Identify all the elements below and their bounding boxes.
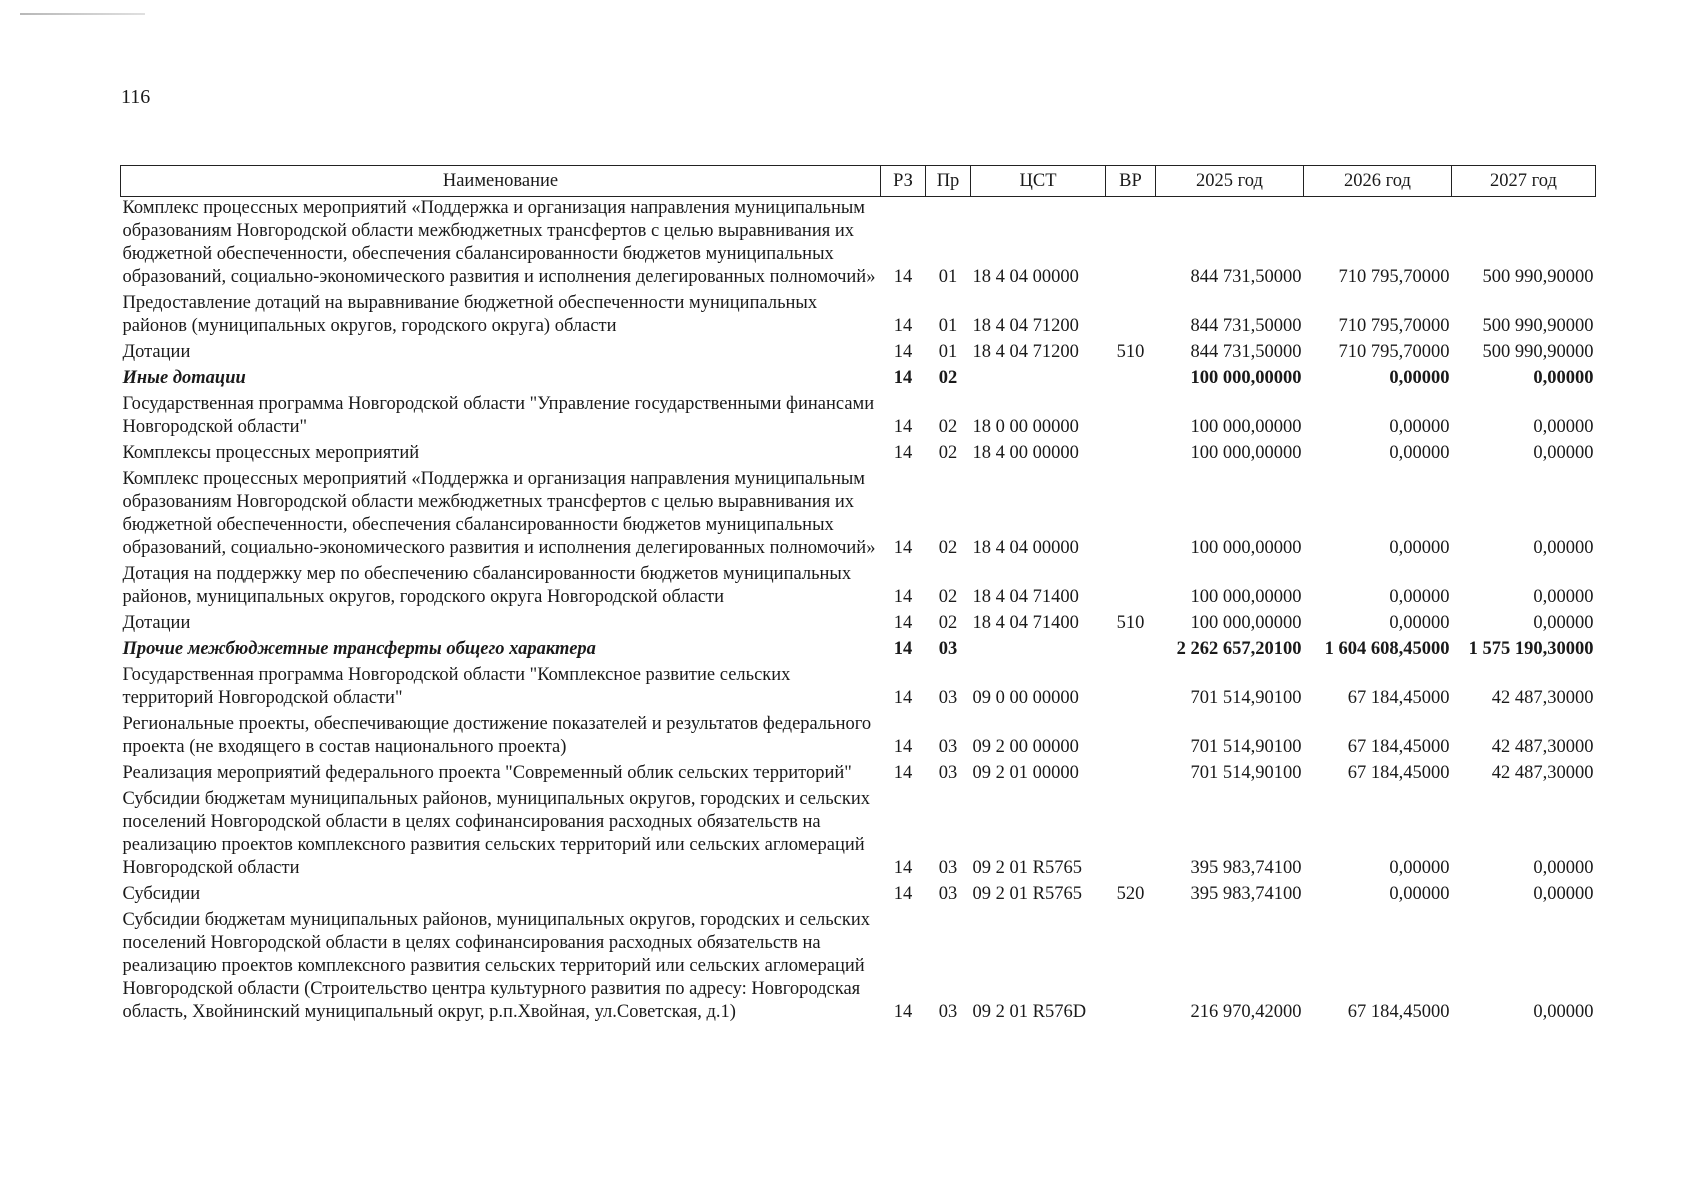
row-vr — [1106, 909, 1156, 1027]
row-value-2025: 701 514,90100 — [1190, 737, 1302, 757]
row-cst: 18 4 04 00000 — [972, 538, 1079, 558]
table-row — [121, 909, 1596, 1027]
row-pr: 02 — [938, 368, 958, 388]
row-cst: 09 2 01 R576D — [972, 1002, 1087, 1022]
row-value-2025: 701 514,90100 — [1190, 763, 1302, 783]
row-vr — [1106, 367, 1156, 393]
row-name: Комплекс процессных мероприятий «Поддержка и организация направления муниципальным образованиям Новгородской области межбюджетных трансфертов с целью выравнивания их бюджетной обеспеченности, обеспечения сбалансированности бюджетов муниципальных образований, социально-экономического развития и исполнения делегированных полномочий» — [122, 198, 876, 287]
row-value-2025: 701 514,90100 — [1190, 688, 1302, 708]
row-value-2027: 42 487,30000 — [1491, 737, 1594, 757]
row-rz: 14 — [893, 639, 913, 659]
row-value-2025: 395 983,74100 — [1190, 884, 1302, 904]
row-value-2027: 0,00000 — [1533, 368, 1594, 388]
row-value-2027: 1 575 190,30000 — [1468, 639, 1594, 659]
row-value-2025: 100 000,00000 — [1190, 613, 1302, 633]
row-value-2027: 0,00000 — [1533, 538, 1594, 558]
row-cst — [971, 638, 1106, 664]
table-row — [121, 638, 1596, 664]
row-rz: 14 — [893, 417, 913, 437]
row-pr: 02 — [938, 443, 958, 463]
row-value-2027: 42 487,30000 — [1491, 688, 1594, 708]
row-vr — [1106, 713, 1156, 762]
row-value-2025: 100 000,00000 — [1190, 587, 1302, 607]
row-rz: 14 — [893, 443, 913, 463]
row-value-2026: 710 795,70000 — [1338, 342, 1450, 362]
table-row — [121, 883, 1596, 909]
row-value-2027: 0,00000 — [1533, 417, 1594, 437]
row-value-2025: 844 731,50000 — [1190, 342, 1302, 362]
row-name: Комплексы процессных мероприятий — [122, 443, 420, 463]
row-name: Субсидии — [122, 884, 201, 904]
header-vr: ВР — [1106, 166, 1156, 197]
table-row — [121, 563, 1596, 612]
row-cst: 09 2 01 R5765 — [972, 884, 1082, 904]
row-rz: 14 — [893, 613, 913, 633]
row-value-2026: 67 184,45000 — [1347, 1002, 1450, 1022]
row-value-2026: 0,00000 — [1389, 613, 1450, 633]
row-vr — [1106, 393, 1156, 442]
row-name: Дотации — [122, 613, 191, 633]
row-rz: 14 — [893, 587, 913, 607]
row-name: Реализация мероприятий федерального проекта "Современный облик сельских территорий" — [122, 763, 852, 783]
row-rz: 14 — [893, 763, 913, 783]
table-row — [121, 788, 1596, 883]
row-name: Государственная программа Новгородской области "Комплексное развитие сельских территорий Новгородской области" — [122, 665, 791, 708]
row-value-2026: 710 795,70000 — [1338, 267, 1450, 287]
row-pr: 03 — [938, 858, 958, 878]
row-rz: 14 — [893, 737, 913, 757]
row-cst: 18 4 04 71400 — [972, 587, 1079, 607]
header-cst: ЦСТ — [971, 166, 1106, 197]
row-value-2025: 100 000,00000 — [1190, 538, 1302, 558]
row-value-2025: 844 731,50000 — [1190, 267, 1302, 287]
row-value-2026: 0,00000 — [1389, 443, 1450, 463]
row-value-2026: 67 184,45000 — [1347, 737, 1450, 757]
table-header — [121, 166, 1596, 197]
row-value-2027: 0,00000 — [1533, 443, 1594, 463]
row-pr: 01 — [938, 316, 958, 336]
header-2025: 2025 год — [1156, 166, 1304, 197]
row-value-2027: 0,00000 — [1533, 858, 1594, 878]
row-cst: 09 2 01 R5765 — [972, 858, 1082, 878]
row-value-2026: 710 795,70000 — [1338, 316, 1450, 336]
row-name: Государственная программа Новгородской области "Управление государственными финансами Новгородской области" — [122, 394, 875, 437]
row-pr: 02 — [938, 613, 958, 633]
row-name: Региональные проекты, обеспечивающие достижение показателей и результатов федерального проекта (не входящего в состав национального проекта) — [122, 714, 872, 757]
row-value-2027: 42 487,30000 — [1491, 763, 1594, 783]
row-cst: 09 2 01 00000 — [972, 763, 1079, 783]
row-pr: 02 — [938, 538, 958, 558]
row-rz: 14 — [893, 316, 913, 336]
row-name: Дотации — [122, 342, 191, 362]
row-value-2025: 216 970,42000 — [1190, 1002, 1302, 1022]
row-rz: 14 — [893, 267, 913, 287]
row-value-2025: 100 000,00000 — [1190, 417, 1302, 437]
row-cst: 18 4 04 00000 — [972, 267, 1079, 287]
row-vr — [1106, 292, 1156, 341]
row-value-2026: 0,00000 — [1389, 368, 1450, 388]
row-rz: 14 — [893, 884, 913, 904]
table-row — [121, 367, 1596, 393]
row-value-2026: 0,00000 — [1389, 587, 1450, 607]
row-value-2025: 395 983,74100 — [1190, 858, 1302, 878]
row-name: Предоставление дотаций на выравнивание бюджетной обеспеченности муниципальных районов (муниципальных округов, городского округа) области — [122, 293, 818, 336]
row-cst: 18 4 04 71400 — [972, 613, 1079, 633]
row-value-2027: 500 990,90000 — [1482, 342, 1594, 362]
row-cst: 09 0 00 00000 — [972, 688, 1079, 708]
header-rz: РЗ — [881, 166, 926, 197]
row-pr: 01 — [938, 342, 958, 362]
row-value-2025: 844 731,50000 — [1190, 316, 1302, 336]
row-pr: 03 — [938, 688, 958, 708]
row-pr: 03 — [938, 1002, 958, 1022]
table-row — [121, 468, 1596, 563]
row-vr — [1106, 762, 1156, 788]
row-value-2026: 0,00000 — [1389, 538, 1450, 558]
row-value-2026: 0,00000 — [1389, 858, 1450, 878]
table-row — [121, 612, 1596, 638]
row-name: Иные дотации — [122, 368, 246, 388]
row-vr: 520 — [1116, 884, 1145, 904]
row-pr: 03 — [938, 639, 958, 659]
row-name: Дотация на поддержку мер по обеспечению сбалансированности бюджетов муниципальных районов, муниципальных округов, городского округа Новгородской области — [122, 564, 852, 607]
table-body — [121, 197, 1596, 1028]
table-row — [121, 393, 1596, 442]
row-pr: 02 — [938, 587, 958, 607]
table-row — [121, 442, 1596, 468]
row-value-2026: 0,00000 — [1389, 884, 1450, 904]
row-vr — [1106, 563, 1156, 612]
row-vr: 510 — [1116, 613, 1145, 633]
row-value-2026: 67 184,45000 — [1347, 688, 1450, 708]
row-value-2027: 0,00000 — [1533, 1002, 1594, 1022]
row-value-2025: 100 000,00000 — [1190, 368, 1302, 388]
row-pr: 02 — [938, 417, 958, 437]
table-row — [121, 762, 1596, 788]
row-value-2027: 0,00000 — [1533, 587, 1594, 607]
row-value-2026: 67 184,45000 — [1347, 763, 1450, 783]
row-vr — [1106, 468, 1156, 563]
page-number: 116 — [121, 86, 151, 108]
row-value-2027: 500 990,90000 — [1482, 316, 1594, 336]
row-pr: 03 — [938, 763, 958, 783]
row-vr — [1106, 638, 1156, 664]
row-vr — [1106, 197, 1156, 293]
row-rz: 14 — [893, 342, 913, 362]
row-cst: 09 2 00 00000 — [972, 737, 1079, 757]
row-value-2026: 0,00000 — [1389, 417, 1450, 437]
row-rz: 14 — [893, 1002, 913, 1022]
row-value-2027: 500 990,90000 — [1482, 267, 1594, 287]
row-name: Прочие межбюджетные трансферты общего характера — [122, 639, 596, 659]
row-name: Комплекс процессных мероприятий «Поддержка и организация направления муниципальным образованиям Новгородской области межбюджетных трансфертов с целью выравнивания их бюджетной обеспеченности, обеспечения сбалансированности бюджетов муниципальных образований, социально-экономического развития и исполнения делегированных полномочий» — [122, 469, 876, 558]
row-cst — [971, 367, 1106, 393]
row-pr: 03 — [938, 884, 958, 904]
row-value-2027: 0,00000 — [1533, 884, 1594, 904]
row-value-2026: 1 604 608,45000 — [1324, 639, 1450, 659]
table-row — [121, 664, 1596, 713]
row-pr: 03 — [938, 737, 958, 757]
scan-artifact-line — [20, 13, 145, 15]
header-name: Наименование — [121, 166, 881, 197]
row-rz: 14 — [893, 688, 913, 708]
row-value-2025: 100 000,00000 — [1190, 443, 1302, 463]
row-vr — [1106, 664, 1156, 713]
table-row — [121, 341, 1596, 367]
header-pr: Пр — [926, 166, 971, 197]
row-pr: 01 — [938, 267, 958, 287]
row-cst: 18 4 04 71200 — [972, 316, 1079, 336]
budget-table — [120, 165, 1596, 1027]
row-cst: 18 4 04 71200 — [972, 342, 1079, 362]
row-rz: 14 — [893, 538, 913, 558]
table-row — [121, 197, 1596, 293]
table-row — [121, 713, 1596, 762]
header-2027: 2027 год — [1452, 166, 1596, 197]
table-row — [121, 292, 1596, 341]
row-rz: 14 — [893, 858, 913, 878]
row-vr: 510 — [1116, 342, 1145, 362]
row-vr — [1106, 442, 1156, 468]
row-vr — [1106, 788, 1156, 883]
row-value-2025: 2 262 657,20100 — [1176, 639, 1302, 659]
row-cst: 18 0 00 00000 — [972, 417, 1079, 437]
row-name: Субсидии бюджетам муниципальных районов, муниципальных округов, городских и сельских поселений Новгородской области в целях софинансирования расходных обязательств на реализацию проектов комплексного развития сельских территорий или сельских агломераций Новгородской области (Строительство центра культурного развития по адресу: Новгородская область, Хвойнинский муниципальный округ, р.п.Хвойная, ул.Советская, д.1) — [122, 910, 870, 1022]
row-cst: 18 4 00 00000 — [972, 443, 1079, 463]
row-rz: 14 — [893, 368, 913, 388]
row-name: Субсидии бюджетам муниципальных районов, муниципальных округов, городских и сельских поселений Новгородской области в целях софинансирования расходных обязательств на реализацию проектов комплексного развития сельских территорий или сельских агломераций Новгородской области — [122, 789, 870, 878]
row-value-2027: 0,00000 — [1533, 613, 1594, 633]
header-2026: 2026 год — [1304, 166, 1452, 197]
